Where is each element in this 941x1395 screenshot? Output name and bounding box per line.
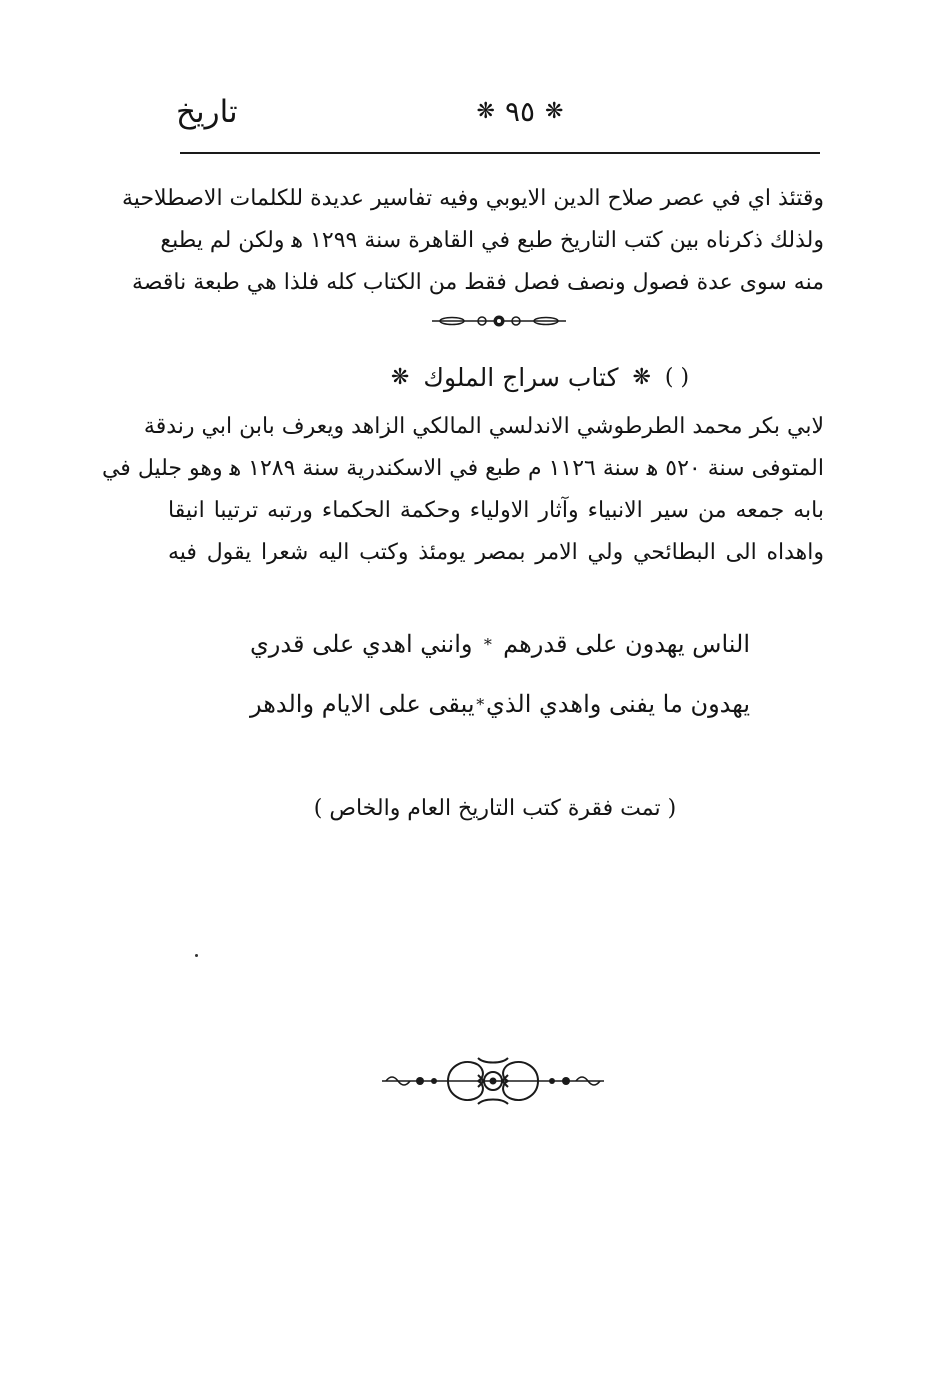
running-header-title: تاريخ [176,94,238,130]
flower-ornament-icon: ❋ [632,365,651,390]
closing-note: ( تمت فقرة كتب التاريخ العام والخاص ) [313,796,677,821]
section-number: ( ) [664,365,690,390]
verse-second-hemistich: وانني اهدي على قدري [250,630,473,658]
paragraph-line: لابي بكر محمد الطرطوشي الاندلسي المالكي الزاهد ويعرف بابن ابي رندقة [143,414,824,439]
flower-ornament-icon: ❋ [390,365,410,390]
verse-first-hemistich: يهدون ما يفنى واهدي الذي [486,690,750,718]
tailpiece-ornament-icon [378,1050,608,1112]
section-title: كتاب سراج الملوك [423,363,619,392]
section-divider-icon [430,312,568,330]
paragraph-line: المتوفى سنة ٥٢٠ ه‍ سنة ١١٢٦ م طبع في الاسكندرية سنة ١٢٨٩ ه‍ وهو جليل في [101,456,824,481]
paper-speck [195,954,198,957]
header-rule [180,152,820,154]
poem-verse [250,622,750,666]
page-number: ٩٥ [504,95,536,128]
verse-separator: * [476,694,485,714]
verse-separator: * [483,634,492,654]
paragraph-line: بابه جمعه من سير الانبياء وآثار الاولياء وحكمة الحكماء ورتبه ترتيبا انيقا [168,498,824,523]
verse-first-hemistich: الناس يهدون على قدرهم [503,630,750,658]
flower-ornament-icon: ❋ [476,99,495,124]
page-number-group [440,92,600,132]
paragraph-line: وقتئذ اي في عصر صلاح الدين الايوبي وفيه تفاسير عديدة للكلمات الاصطلاحية [122,186,824,211]
paragraph-line: ولذلك ذكرناه بين كتب التاريخ طبع في القاهرة سنة ١٢٩٩ ه‍ ولكن لم يطبع [160,228,824,253]
flower-ornament-icon: ❋ [545,99,564,124]
verse-second-hemistich: يبقى على الايام والدهر [250,690,475,718]
section-heading [340,358,740,398]
paragraph-line: واهداه الى البطائحي ولي الامر بمصر يومئذ وكتب اليه شعرا يقول فيه [168,540,824,565]
poem-verse [250,682,750,726]
paragraph-line: منه سوى عدة فصول ونصف فصل فقط من الكتاب كله فلذا هي طبعة ناقصة [132,270,824,295]
